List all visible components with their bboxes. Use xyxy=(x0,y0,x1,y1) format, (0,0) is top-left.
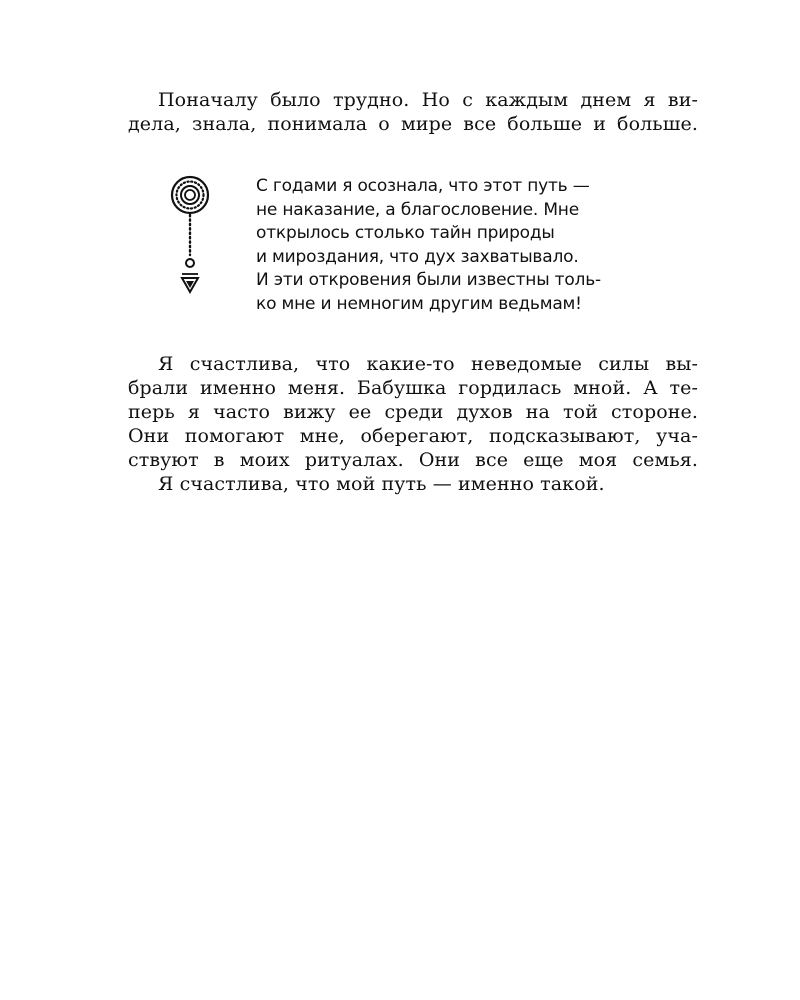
paragraph-2-line: ствуют в моих ритуалах. Они все еще моя семья. xyxy=(128,449,698,471)
callout-line: С годами я осознала, что этот путь — xyxy=(256,176,590,196)
paragraph-1 xyxy=(128,88,698,136)
callout-line: ко мне и немногим другим ведьмам! xyxy=(256,293,582,314)
paragraph-1-line: дела, знала, понимала о мире все больше и больше. xyxy=(128,113,698,135)
callout-line: и мироздания, что дух захватывало. xyxy=(256,246,579,267)
paragraph-3-line: Я счастлива, что мой путь — именно такой. xyxy=(158,473,605,495)
paragraph-1-line: Поначалу было трудно. Но с каждым днем я ви- xyxy=(158,89,698,111)
paragraph-2 xyxy=(128,352,698,496)
callout-line: не наказание, а благословение. Мне xyxy=(256,199,579,220)
paragraph-2-line: перь я часто вижу ее среди духов на той стороне. xyxy=(128,401,698,423)
pendant-ornament-icon xyxy=(166,175,214,303)
paragraph-2-line: брали именно меня. Бабушка гордилась мной. А те- xyxy=(128,377,698,399)
callout-text xyxy=(256,175,636,316)
callout-line: открылось столько тайн природы xyxy=(256,223,555,243)
paragraph-2-line: Я счастлива, что какие-то неведомые силы вы- xyxy=(158,353,698,375)
paragraph-2-line: Они помогают мне, оберегают, подсказывают, уча- xyxy=(128,425,698,447)
callout-line: И эти откровения были известны толь- xyxy=(256,270,601,290)
callout-quote xyxy=(166,175,646,325)
